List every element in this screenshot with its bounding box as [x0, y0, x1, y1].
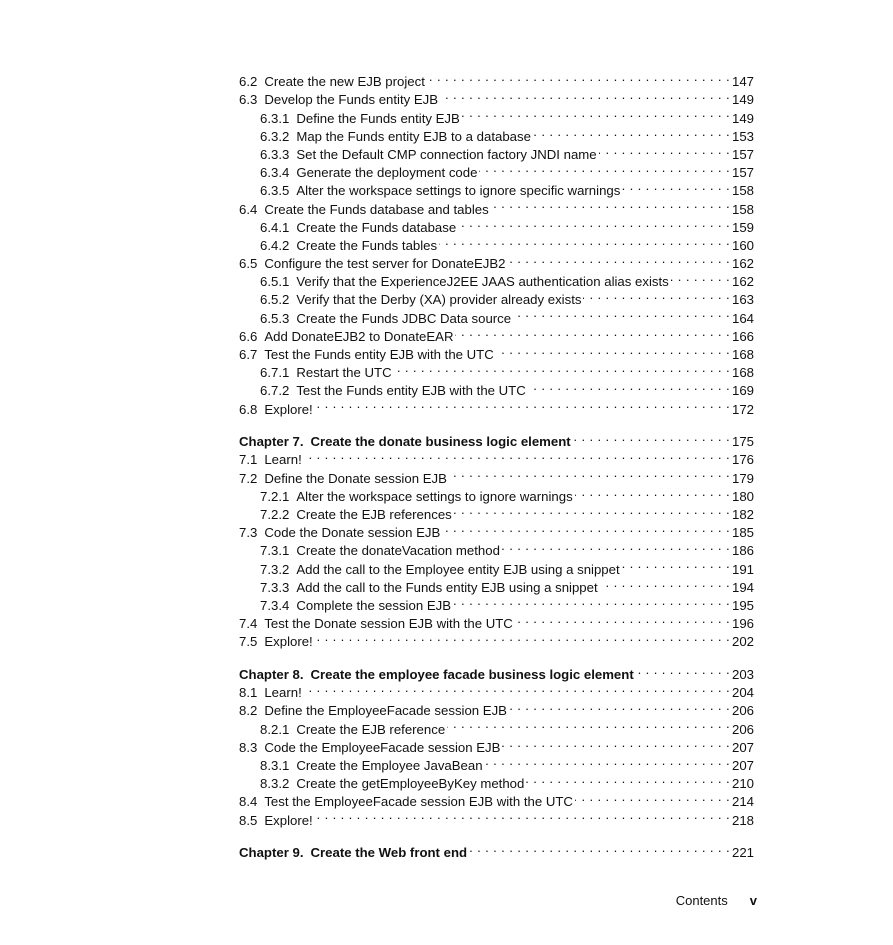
toc-entry-title: Create the Employee JavaBean — [296, 757, 483, 773]
toc-entry-number: 6.5.2 — [260, 292, 290, 308]
toc-entry-number: 8.3.1 — [260, 757, 290, 773]
toc-entry[interactable] — [239, 679, 754, 701]
toc-entry-page-number: 194 — [731, 579, 754, 595]
toc-entry-number: 8.3.2 — [260, 776, 290, 792]
dot-leader — [671, 268, 730, 286]
toc-entry-title: Restart the UTC — [296, 365, 392, 381]
toc-entry[interactable] — [239, 395, 754, 417]
toc-entry-title: Learn! — [264, 452, 302, 468]
toc-entry-page-number: 147 — [731, 74, 754, 90]
toc-entry-title: Code the Donate session EJB — [264, 525, 441, 541]
dot-leader — [622, 177, 730, 195]
dot-leader — [315, 395, 730, 413]
toc-entry-title: Add the call to the Funds entity EJB using a snippet — [296, 579, 598, 595]
dot-leader — [485, 752, 730, 770]
toc-chapter-entry[interactable] — [239, 661, 754, 682]
dot-leader — [427, 68, 730, 86]
dot-leader — [315, 806, 730, 824]
dot-leader — [449, 464, 730, 482]
toc-entry-page-number: 158 — [731, 201, 754, 217]
toc-entry-page-number: 162 — [731, 274, 754, 290]
toc-entry-page-number: 172 — [731, 401, 754, 417]
toc-entry-page-number: 162 — [731, 256, 754, 272]
toc-entry-title: Add DonateEJB2 to DonateEAR — [264, 328, 454, 344]
dot-leader — [453, 592, 730, 610]
toc-chapter-entry[interactable] — [239, 839, 754, 861]
toc-entry-page-number: 207 — [731, 757, 754, 773]
toc-entry-title: Create the getEmployeeByKey method — [296, 776, 525, 792]
toc-chapter-entry[interactable] — [239, 428, 754, 450]
toc-entry[interactable] — [239, 806, 754, 828]
chapter-spacer — [239, 825, 754, 840]
toc-entry-number: 6.8 — [239, 401, 258, 417]
toc-entry-number: 8.2 — [239, 703, 258, 719]
toc-entry-title: Alter the workspace settings to ignore specific warnings — [296, 183, 621, 199]
toc-entry-title: Test the Donate session EJB with the UTC — [264, 616, 513, 632]
page-footer — [676, 893, 757, 908]
toc-entry-title: Map the Funds entity EJB to a database — [296, 128, 531, 144]
toc-entry-page-number: 206 — [731, 721, 754, 737]
dot-leader — [622, 555, 730, 573]
toc-entry-number: 7.3.2 — [260, 561, 290, 577]
toc-entry-number: 7.4 — [239, 616, 258, 632]
dot-leader — [513, 304, 730, 322]
dot-leader — [509, 697, 730, 715]
toc-entry-page-number: 179 — [731, 470, 754, 486]
dot-leader — [496, 341, 730, 359]
toc-entry-page-number: 149 — [731, 92, 754, 108]
dot-leader — [479, 159, 730, 177]
dot-leader — [458, 214, 730, 232]
toc-entry[interactable] — [239, 68, 754, 90]
toc-entry-title: Explore! — [264, 401, 313, 417]
toc-entry-number: 7.2.1 — [260, 488, 290, 504]
dot-leader — [575, 788, 730, 806]
toc-entry-title: Define the EmployeeFacade session EJB — [264, 703, 507, 719]
toc-entry-number: 6.4 — [239, 201, 258, 217]
dot-leader — [394, 359, 730, 377]
chapter-spacer — [239, 646, 754, 661]
toc-entry-number: 7.3.3 — [260, 579, 290, 595]
toc-entry-number: 6.3.1 — [260, 110, 290, 126]
dot-leader — [533, 123, 730, 141]
toc-entry-number: 6.3.2 — [260, 128, 290, 144]
dot-leader — [508, 250, 730, 268]
toc-entry-page-number: 169 — [731, 383, 754, 399]
toc-entry-number: 7.3.1 — [260, 543, 290, 559]
toc-entry-number: 6.5 — [239, 256, 258, 272]
toc-entry-title: Test the EmployeeFacade session EJB with the UTC — [264, 794, 573, 810]
dot-leader — [491, 195, 730, 213]
toc-entry-title: Learn! — [264, 685, 302, 701]
toc-entry-number: 6.3.4 — [260, 165, 290, 181]
toc-entry-title: Define the Funds entity EJB — [296, 110, 460, 126]
toc-entry-title: Verify that the ExperienceJ2EE JAAS authentication alias exists — [296, 274, 669, 290]
toc-entry-title: Set the Default CMP connection factory JNDI name — [296, 146, 597, 162]
toc-entry[interactable] — [239, 446, 754, 468]
toc-entry-number: 6.4.1 — [260, 219, 290, 235]
toc-entry-number: 6.3 — [239, 92, 258, 108]
toc-entry-page-number: 207 — [731, 739, 754, 755]
toc-entry-title: Create the new EJB project — [264, 74, 425, 90]
toc-entry-page-number: 160 — [731, 237, 754, 253]
toc-entry-title: Create the Funds JDBC Data source — [296, 310, 512, 326]
toc-entry-page-number: 168 — [731, 365, 754, 381]
toc-entry-number: 8.4 — [239, 794, 258, 810]
footer-page-number: v — [749, 893, 757, 908]
footer-section-label: Contents — [675, 893, 728, 908]
toc-entry-number: Chapter 8. — [239, 667, 304, 682]
toc-entry-page-number: 191 — [731, 561, 754, 577]
toc-entry-number: 7.1 — [239, 452, 258, 468]
toc-entry-title: Create the EJB reference — [296, 721, 446, 737]
toc-entry-page-number: 210 — [731, 776, 754, 792]
toc-entry-page-number: 206 — [731, 703, 754, 719]
toc-entry-page-number: 203 — [731, 667, 754, 682]
toc-entry-page-number: 175 — [731, 434, 754, 450]
dot-leader — [636, 661, 730, 679]
toc-entry-page-number: 168 — [731, 347, 754, 362]
toc-entry-page-number: 185 — [731, 525, 754, 541]
toc-entry-page-number: 158 — [731, 183, 754, 199]
toc-entry-page-number: 163 — [731, 292, 754, 308]
dot-leader — [573, 428, 730, 446]
toc-entry-title: Explore! — [264, 634, 313, 650]
dot-leader — [502, 537, 730, 555]
toc-entry-page-number: 157 — [731, 165, 754, 181]
toc-entry-page-number: 166 — [731, 328, 754, 344]
toc-entry-number: 8.5 — [239, 812, 258, 828]
toc-entry-title: Define the Donate session EJB — [264, 470, 447, 486]
toc-entry-title: Create the employee facade business logic element — [310, 667, 634, 682]
dot-leader — [526, 770, 730, 788]
toc-entry-number: Chapter 9. — [239, 845, 304, 861]
dot-leader — [315, 628, 730, 646]
dot-leader — [528, 377, 730, 395]
toc-entry-number: 6.6 — [239, 328, 258, 344]
toc-entry-page-number: 221 — [731, 845, 754, 861]
toc-entry-title: Test the Funds entity EJB with the UTC — [264, 347, 494, 362]
dot-leader — [442, 519, 730, 537]
toc-entry-title: Create the Web front end — [310, 845, 468, 861]
toc-entry-number: 6.4.2 — [260, 237, 290, 253]
toc-entry-title: Generate the deployment code — [296, 165, 478, 181]
toc-entry-number: 8.3 — [239, 739, 258, 755]
toc-entry-number: Chapter 7. — [239, 434, 304, 450]
toc-entry[interactable] — [239, 697, 754, 719]
chapter-spacer — [239, 414, 754, 429]
toc-entry-title: Create the Funds database and tables — [264, 201, 489, 217]
toc-entry-title: Explore! — [264, 812, 313, 828]
toc-entry-title: Create the donateVacation method — [296, 543, 500, 559]
dot-leader — [462, 104, 730, 122]
toc-entry-number: 8.2.1 — [260, 721, 290, 737]
dot-leader — [455, 323, 730, 341]
toc-entry[interactable] — [239, 464, 754, 486]
dot-leader — [447, 715, 730, 733]
dot-leader — [439, 232, 730, 250]
toc-entry-number: 6.5.3 — [260, 310, 290, 326]
toc-entry-title: Complete the session EJB — [296, 597, 452, 613]
toc-entry-title: Create the donate business logic element — [310, 434, 571, 450]
dot-leader — [469, 839, 730, 857]
toc-entry-number: 6.5.1 — [260, 274, 290, 290]
toc-entry-number: 6.7.2 — [260, 383, 290, 399]
toc-entry-title: Create the Funds database — [296, 219, 457, 235]
toc-entry-page-number: 182 — [731, 507, 754, 522]
toc-entry-title: Create the EJB references — [296, 507, 452, 522]
toc-entry-page-number: 202 — [731, 634, 754, 650]
toc-entry-number: 7.3.4 — [260, 597, 290, 613]
toc-entry-title: Alter the workspace settings to ignore warnings — [296, 488, 573, 504]
toc-entry-title: Create the Funds tables — [296, 237, 438, 253]
toc-entry-page-number: 176 — [731, 452, 754, 468]
toc-entry[interactable] — [239, 628, 754, 650]
toc-entry-title: Add the call to the Employee entity EJB using a snippet — [296, 561, 620, 577]
toc-entry-number: 7.5 — [239, 634, 258, 650]
table-of-contents — [239, 68, 754, 861]
toc-entry-page-number: 180 — [731, 488, 754, 504]
dot-leader — [304, 446, 730, 464]
toc-entry-title: Develop the Funds entity EJB — [264, 92, 439, 108]
dot-leader — [304, 679, 730, 697]
dot-leader — [440, 86, 730, 104]
toc-entry-number: 7.3 — [239, 525, 258, 541]
toc-entry-page-number: 157 — [731, 146, 754, 162]
toc-entry-page-number: 153 — [731, 128, 754, 144]
toc-entry-page-number: 164 — [731, 310, 754, 326]
toc-entry-page-number: 214 — [731, 794, 754, 810]
toc-entry-title: Test the Funds entity EJB with the UTC — [296, 383, 526, 399]
dot-leader — [502, 734, 730, 752]
toc-entry-page-number: 195 — [731, 597, 754, 613]
toc-entry-title: Configure the test server for DonateEJB2 — [264, 256, 506, 272]
toc-entry-page-number: 196 — [731, 616, 754, 632]
dot-leader — [454, 501, 730, 519]
toc-entry-page-number: 149 — [731, 110, 754, 126]
toc-entry-page-number: 159 — [731, 219, 754, 235]
dot-leader — [575, 483, 730, 501]
toc-entry-number: 6.7.1 — [260, 365, 290, 381]
toc-entry-page-number: 218 — [731, 812, 754, 828]
toc-entry-title: Code the EmployeeFacade session EJB — [264, 739, 501, 755]
toc-entry-page-number: 186 — [731, 543, 754, 559]
toc-entry-title: Verify that the Derby (XA) provider already exists — [296, 292, 582, 308]
dot-leader — [515, 610, 730, 628]
dot-leader — [583, 286, 730, 304]
dot-leader — [599, 141, 730, 159]
toc-entry-number: 8.1 — [239, 685, 258, 701]
toc-entry-number: 7.2 — [239, 470, 258, 486]
toc-entry-number: 6.3.3 — [260, 146, 290, 162]
dot-leader — [600, 574, 730, 592]
toc-entry-number: 6.3.5 — [260, 183, 290, 199]
toc-entry-number: 6.7 — [239, 347, 258, 362]
toc-entry-page-number: 204 — [731, 685, 754, 701]
toc-entry-number: 6.2 — [239, 74, 258, 90]
toc-entry-number: 7.2.2 — [260, 507, 290, 522]
